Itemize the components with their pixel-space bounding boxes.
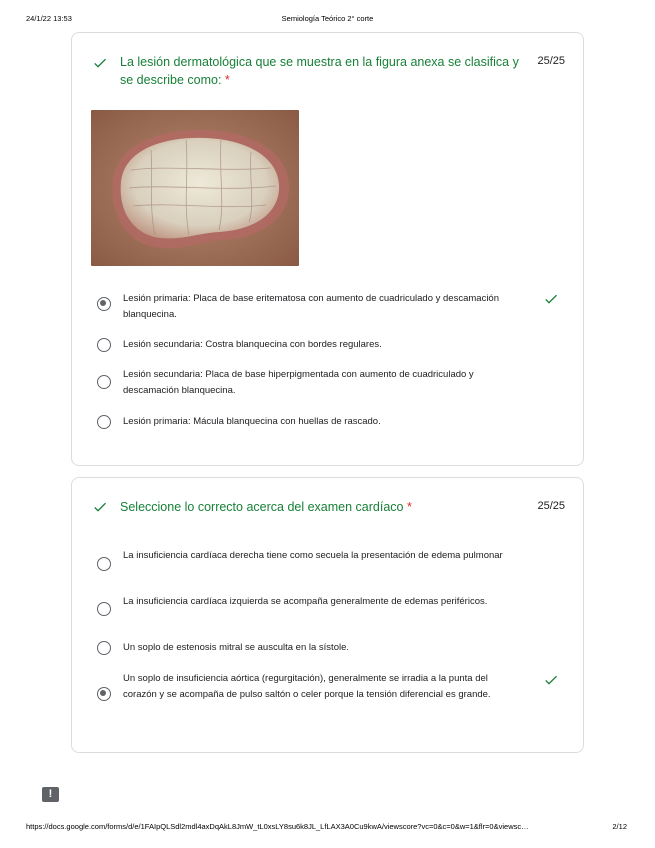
print-doc-title: Semiología Teórico 2° corte <box>281 14 374 23</box>
question-2-option-3[interactable] <box>97 640 559 658</box>
question-1-header <box>92 53 565 89</box>
radio-selected[interactable] <box>97 297 111 311</box>
question-1-title-text: La lesión dermatológica que se muestra en la figura anexa se clasifica y se describe como: <box>120 55 519 87</box>
print-page-number: 2/12 <box>612 822 627 831</box>
radio-unselected[interactable] <box>97 557 111 571</box>
correct-check-icon <box>543 672 559 688</box>
option-label: La insuficiencia cardíaca derecha tiene como secuela la presentación de edema pulmonar <box>123 550 503 561</box>
radio-unselected[interactable] <box>97 338 111 352</box>
question-1-option-2[interactable] <box>97 337 559 355</box>
question-2-option-4[interactable] <box>97 671 559 719</box>
print-footer <box>0 822 655 834</box>
question-2-title-text: Seleccione lo correcto acerca del examen cardíaco <box>120 500 404 514</box>
radio-unselected[interactable] <box>97 375 111 389</box>
report-problem-icon[interactable] <box>42 787 59 802</box>
option-label: Lesión secundaria: Placa de base hiperpigmentada con aumento de cuadriculado y descamación blanquecina. <box>123 369 474 396</box>
question-2-option-1[interactable] <box>97 548 559 580</box>
option-label: Un soplo de estenosis mitral se ausculta en la sístole. <box>123 642 350 653</box>
print-date: 24/1/22 13:53 <box>26 14 72 23</box>
question-card-1 <box>71 32 584 466</box>
question-1-option-1[interactable] <box>97 291 559 323</box>
correct-check-icon <box>92 499 108 515</box>
question-1-title <box>120 53 530 89</box>
correct-check-icon <box>543 291 559 307</box>
print-header <box>0 14 655 26</box>
question-1-option-4[interactable] <box>97 414 559 432</box>
required-mark: * <box>224 73 230 87</box>
correct-check-icon <box>92 55 108 71</box>
radio-unselected[interactable] <box>97 641 111 655</box>
question-1-score: 25/25 <box>537 55 565 67</box>
question-2-header <box>92 498 565 518</box>
radio-unselected[interactable] <box>97 415 111 429</box>
question-1-option-3[interactable] <box>97 367 559 399</box>
option-label: Lesión primaria: Mácula blanquecina con huellas de rascado. <box>123 416 381 427</box>
option-label: Lesión secundaria: Costra blanquecina con bordes regulares. <box>123 339 382 350</box>
radio-unselected[interactable] <box>97 602 111 616</box>
option-label: La insuficiencia cardíaca izquierda se acompaña generalmente de edemas periféricos. <box>123 596 488 607</box>
question-2-score: 25/25 <box>537 500 565 512</box>
question-2-option-2[interactable] <box>97 594 559 626</box>
option-label: Un soplo de insuficiencia aórtica (regurgitación), generalmente se irradia a la punta del corazón y se acompaña de pulso saltón o celer porque la tensión diferencial es grande. <box>123 673 491 700</box>
required-mark: * <box>406 500 412 514</box>
question-card-2 <box>71 477 584 753</box>
question-2-title <box>120 498 520 516</box>
option-label: Lesión primaria: Placa de base eritematosa con aumento de cuadriculado y descamación blanquecina. <box>123 293 499 320</box>
print-url: https://docs.google.com/forms/d/e/1FAIpQLSdl2mdl4axDqAkL8JmW_tL0xsLY8su6k8JL_LfLAX3A0Cu9kwA/viewscore?vc=0&c=0&w=1&flr=0&viewsc… <box>26 822 529 831</box>
radio-selected[interactable] <box>97 687 111 701</box>
skin-lesion-image <box>91 110 299 266</box>
